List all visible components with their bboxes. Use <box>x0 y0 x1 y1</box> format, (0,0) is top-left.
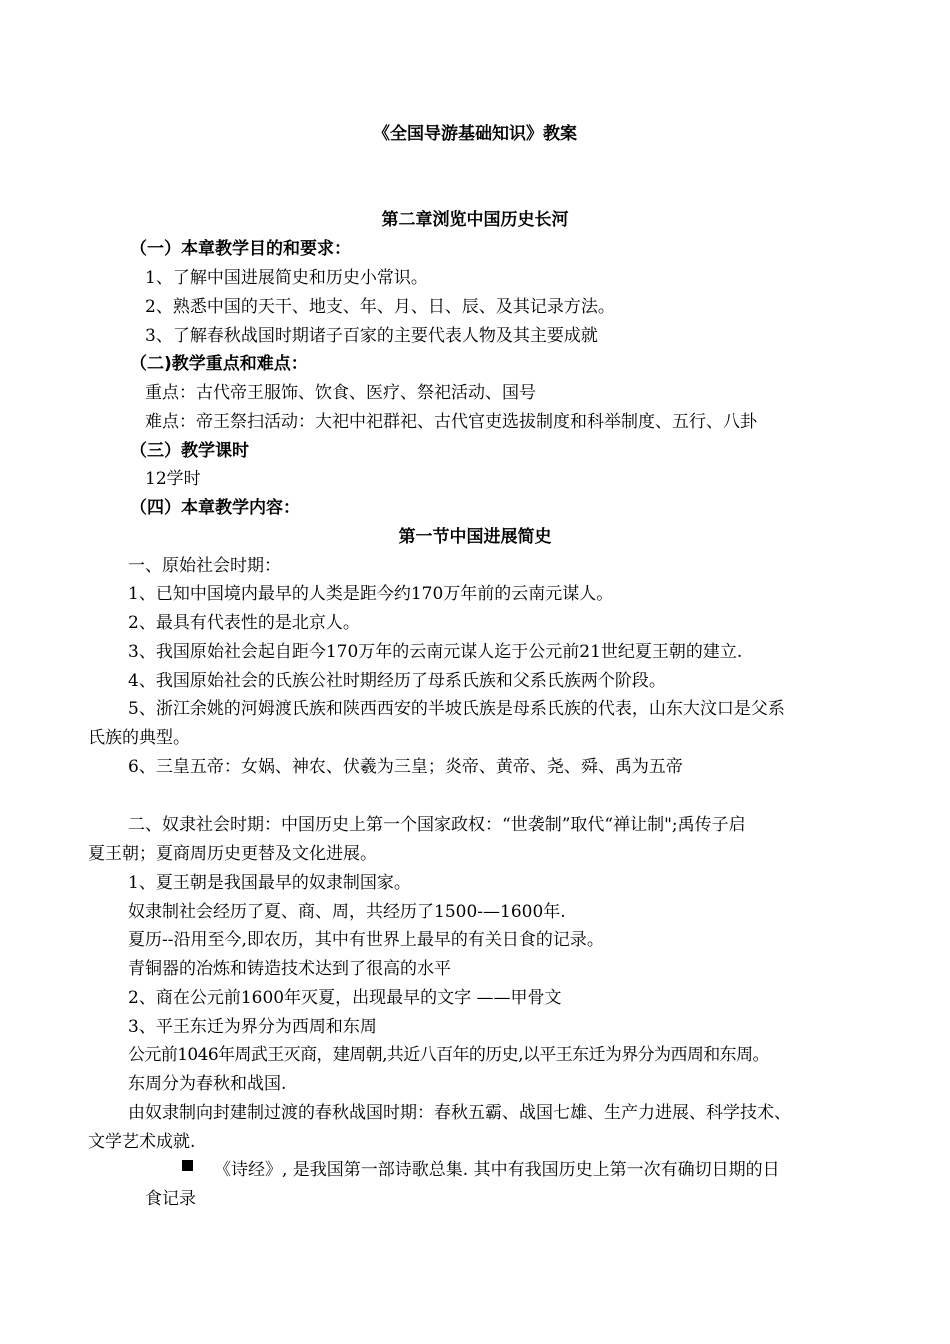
text-line: 二、奴隶社会时期：中国历史上第一个国家政权：“世袭制”取代“禅让制";禹传子启 <box>128 815 746 835</box>
text-line: 夏历--沿用至今,即农历，其中有世界上最早的有关日食的记录。 <box>128 930 604 950</box>
text-line: 青铜器的冶炼和铸造技术达到了很高的水平 <box>128 959 451 979</box>
text-line: 3、平王东迁为界分为西周和东周 <box>128 1017 377 1037</box>
text-line: 由奴隶制向封建制过渡的春秋战国时期：春秋五霸、战国七雄、生产力进展、科学技术、 <box>128 1103 791 1123</box>
text-line: 《诗经》, 是我国第一部诗歌总集. 其中有我国历史上第一次有确切日期的日 <box>214 1160 780 1180</box>
chapter-title: 第二章浏览中国历史长河 <box>381 210 569 230</box>
section-heading-3: （三）教学课时 <box>130 441 249 461</box>
text-line: 重点：古代帝王服饰、饮食、医疗、祭祀活动、国号 <box>145 383 536 403</box>
text-line: 东周分为春秋和战国. <box>128 1074 287 1094</box>
text-line: 12学时 <box>145 469 201 489</box>
text-line: 夏王朝；夏商周历史更替及文化进展。 <box>88 844 377 864</box>
text-line: 5、浙江余姚的河姆渡氏族和陕西西安的半坡氏族是母系氏族的代表，山东大汶口是父系 <box>128 699 785 719</box>
section-heading-4: （四）本章教学内容： <box>130 498 300 518</box>
text-line: 4、我国原始社会的氏族公社时期经历了母系氏族和父系氏族两个阶段。 <box>128 671 666 691</box>
doc-title: 《全国导游基础知识》教案 <box>373 124 577 144</box>
square-bullet-icon <box>182 1160 193 1171</box>
text-line: 奴隶制社会经历了夏、商、周，共经历了1500-—1600年. <box>128 902 566 922</box>
text-line: 1、了解中国进展简史和历史小常识。 <box>145 268 428 288</box>
text-line: 食记录 <box>145 1189 196 1209</box>
part-heading: 一、原始社会时期： <box>128 556 281 576</box>
text-line: 难点：帝王祭扫活动：大祀中祀群祀、古代官吏选拔制度和科举制度、五行、八卦 <box>145 412 757 432</box>
text-line: 6、三皇五帝：女娲、神农、伏羲为三皇；炎帝、黄帝、尧、舜、禹为五帝 <box>128 757 683 777</box>
text-line: 3、我国原始社会起自距今170万年的云南元谋人迄于公元前21世纪夏王朝的建立. <box>128 642 743 662</box>
section-heading-2: （二)教学重点和难点： <box>130 354 308 374</box>
text-line: 公元前1046年周武王灭商，建周朝,共近八百年的历史,以平王东迁为界分为西周和东周。 <box>128 1045 769 1065</box>
text-line: 2、商在公元前1600年灭夏，出现最早的文字 ——甲骨文 <box>128 988 562 1008</box>
text-line: 1、已知中国境内最早的人类是距今约170万年前的云南元谋人。 <box>128 584 614 604</box>
text-line: 2、最具有代表性的是北京人。 <box>128 613 360 633</box>
text-line: 2、熟悉中国的天干、地支、年、月、日、辰、及其记录方法。 <box>145 297 615 317</box>
text-line: 3、了解春秋战国时期诸子百家的主要代表人物及其主要成就 <box>145 326 598 346</box>
text-line: 氏族的典型。 <box>88 728 190 748</box>
text-line: 文学艺术成就. <box>88 1132 196 1152</box>
section1-title: 第一节中国进展简史 <box>398 527 552 547</box>
text-line: 1、夏王朝是我国最早的奴隶制国家。 <box>128 873 411 893</box>
section-heading-1: （一）本章教学目的和要求： <box>130 239 351 259</box>
